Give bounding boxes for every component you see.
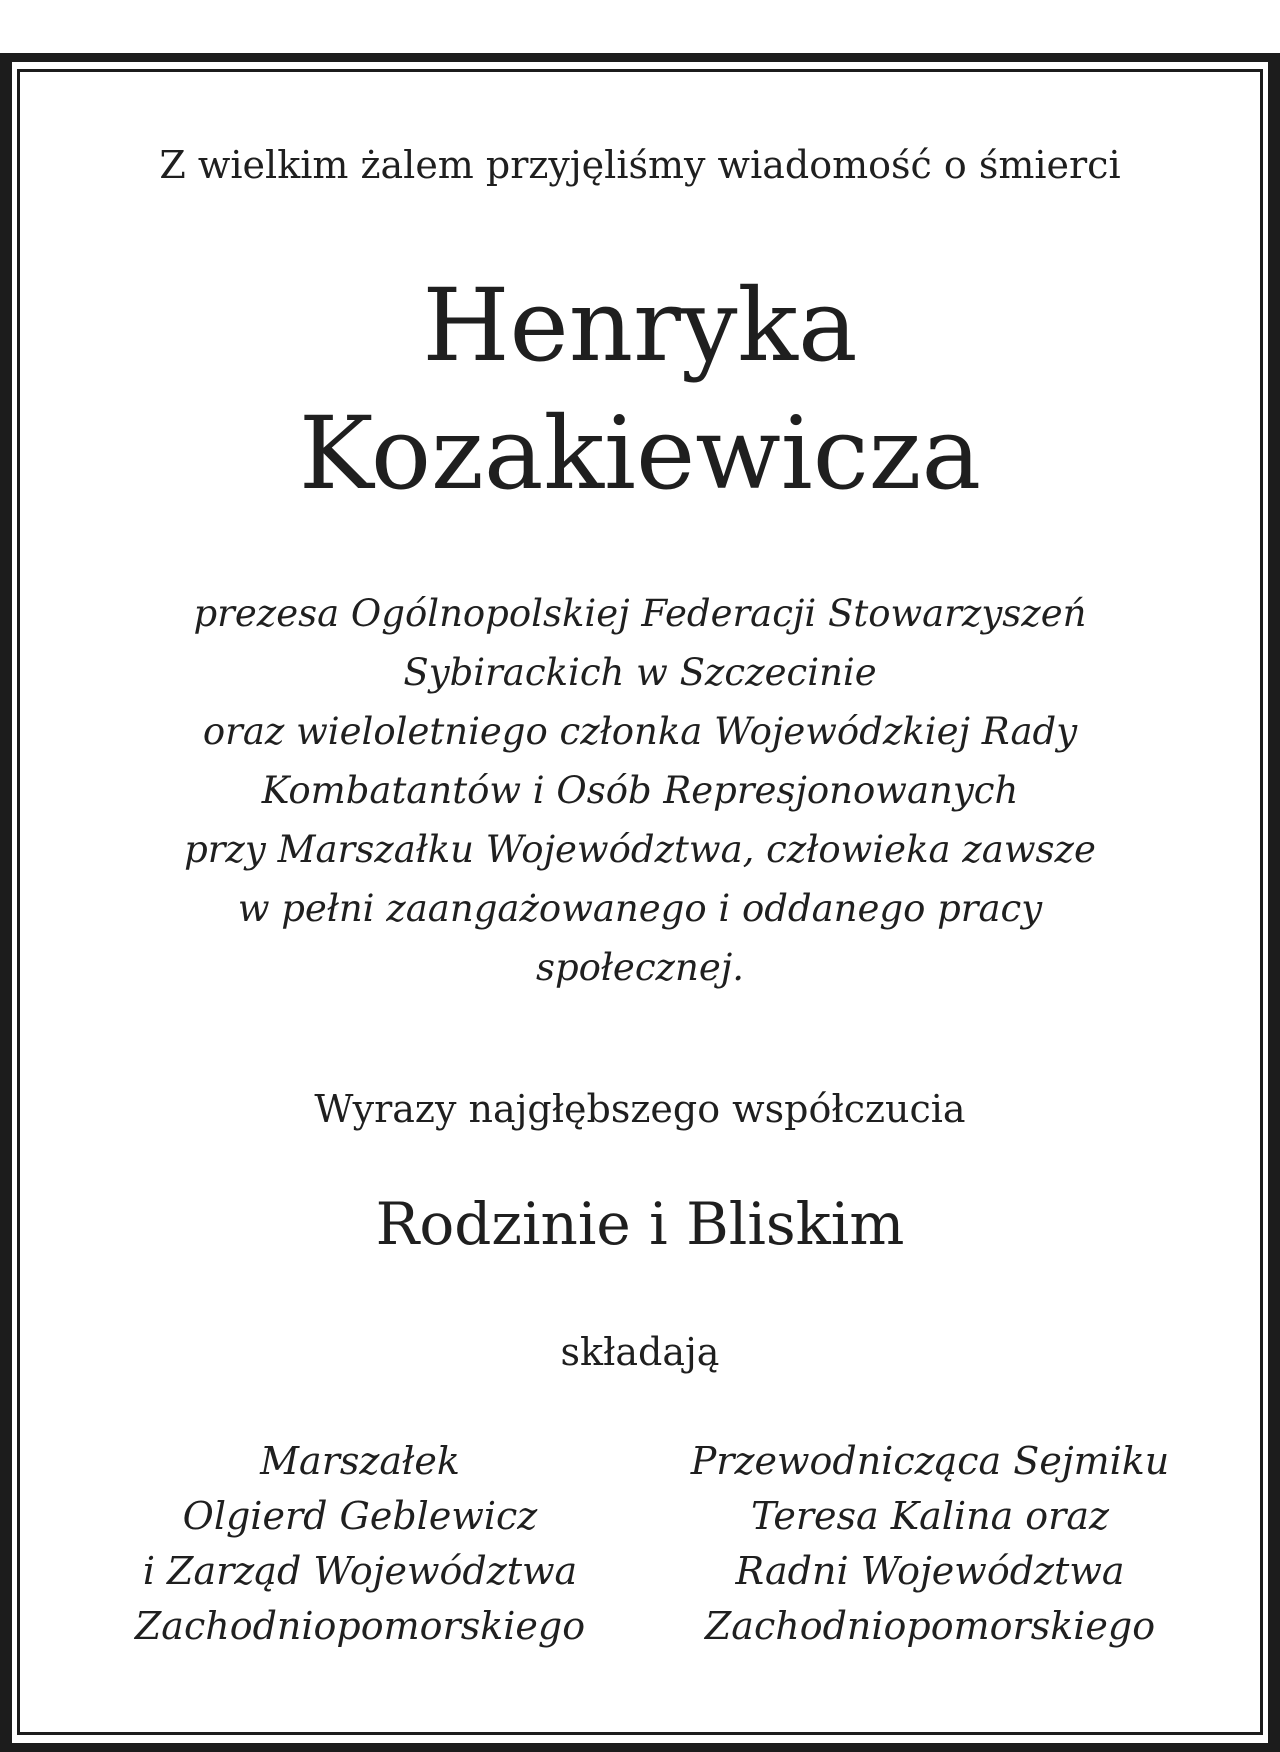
signatory-left (100, 1434, 620, 1654)
offered-by-text: składają (560, 1330, 720, 1374)
description-line: przy Marszałku Województwa, człowieka zawsze (184, 828, 1096, 871)
signatory-line: i Zarząd Województwa (142, 1549, 578, 1593)
deceased-name (20, 262, 1260, 518)
signatory-line: Marszałek (260, 1439, 460, 1483)
deceased-first-name: Henryka (422, 267, 858, 384)
deceased-description (130, 584, 1150, 997)
signatory-right (660, 1434, 1200, 1654)
signatory-line: Olgierd Geblewicz (182, 1494, 538, 1538)
signatory-line: Zachodniopomorskiego (704, 1604, 1156, 1648)
recipients-text: Rodzinie i Bliskim (375, 1190, 905, 1258)
deceased-last-name: Kozakiewicza (298, 395, 982, 512)
description-line: prezesa Ogólnopolskiej Federacji Stowarzyszeń (193, 592, 1087, 635)
description-line: Kombatantów i Osób Represjonowanych (261, 769, 1019, 812)
description-line: w pełni zaangażowanego i oddanego pracy (237, 887, 1043, 930)
signatory-line: Przewodnicząca Sejmiku (690, 1439, 1170, 1483)
intro-text: Z wielkim żalem przyjęliśmy wiadomość o śmierci (159, 143, 1121, 187)
signatory-line: Zachodniopomorskiego (134, 1604, 586, 1648)
description-line: społecznej. (535, 946, 745, 989)
condolence-text: Wyrazy najgłębszego współczucia (314, 1087, 966, 1131)
signatory-line: Teresa Kalina oraz (750, 1494, 1110, 1538)
signatory-line: Radni Województwa (735, 1549, 1125, 1593)
description-line: oraz wieloletniego członka Wojewódzkiej Rady (202, 710, 1078, 753)
description-line: Sybirackich w Szczecinie (403, 651, 877, 694)
